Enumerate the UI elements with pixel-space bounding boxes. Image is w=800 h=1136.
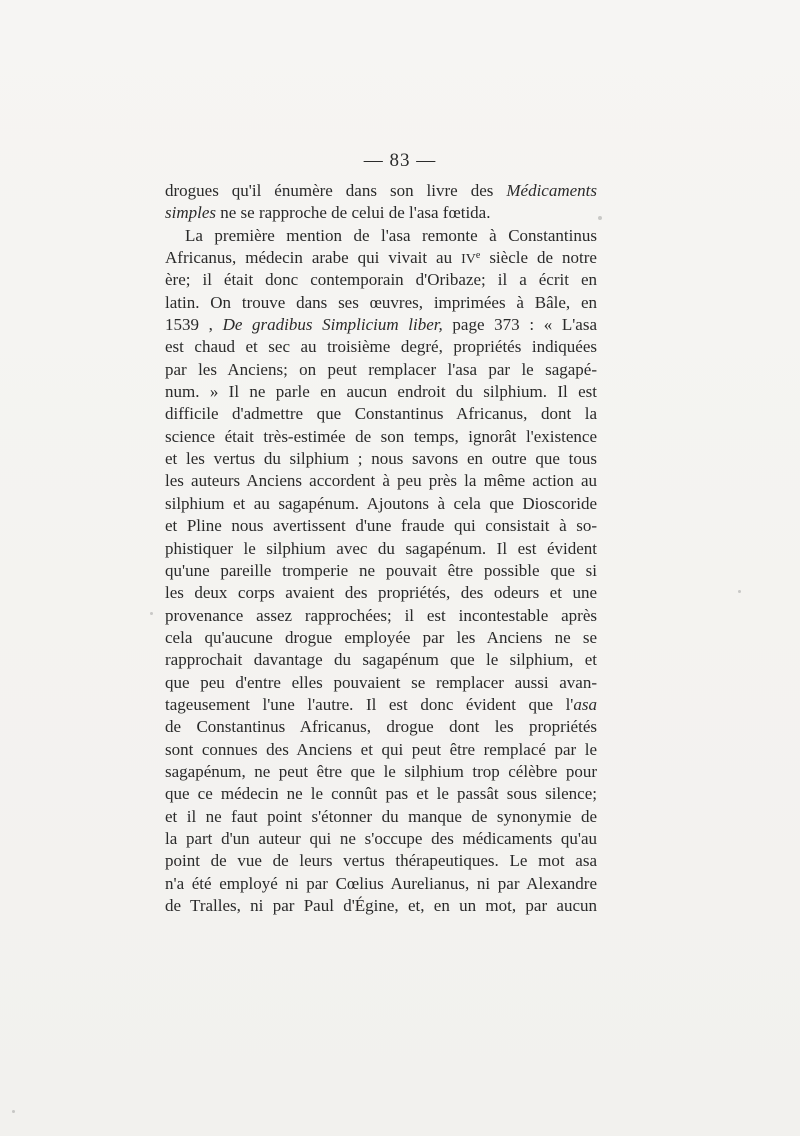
text-run: ne se rapproche de celui de l'asa fœtida. (216, 203, 491, 223)
page-number: — 83 — (363, 150, 437, 171)
ink-speck (150, 612, 153, 615)
text-run: science était très-estimée de son temps, ignorât l'existence (165, 426, 597, 446)
text-run: drogues qu'il énumère dans son livre des (165, 181, 507, 200)
text-run: Africanus, médecin arabe qui vivait au (165, 248, 462, 268)
text-line (165, 247, 597, 269)
superscript: e (475, 250, 481, 262)
text-run: ère; il était donc contemporain d'Oribaze; il a écrit en (165, 270, 597, 290)
text-run: num. » Il ne parle en aucun endroit du silphium. Il est (165, 382, 597, 402)
text-run: est chaud et sec au troisième degré, propriétés indiquées (165, 337, 597, 357)
text-line (165, 783, 597, 805)
text-run: difficile d'admettre que Constantinus Africanus, dont la (165, 404, 597, 424)
text-line (165, 873, 597, 895)
text-run: et il ne faut point s'étonner du manque de synonymie de (165, 806, 597, 826)
text-line (165, 493, 597, 515)
text-line (165, 470, 597, 492)
text-run: n'a été employé ni par Cœlius Aurelianus, ni par Alexandre (165, 873, 597, 893)
text-run: cela qu'aucune drogue employée par les Anciens ne se (165, 627, 597, 647)
text-run: par les Anciens; on peut remplacer l'asa par le sagapé- (165, 359, 597, 379)
ink-speck (598, 216, 602, 220)
italic-run: simples (165, 203, 216, 223)
text-line (165, 761, 597, 783)
text-line (165, 582, 597, 604)
text-line (165, 426, 597, 448)
text-run: que ce médecin ne le connût pas et le passât sous silence; (165, 784, 597, 804)
text-line (165, 895, 597, 917)
italic-run: Médicaments (506, 181, 597, 200)
text-line (165, 381, 597, 403)
text-run: point de vue de leurs vertus thérapeutiques. Le mot asa (165, 851, 597, 871)
text-line (165, 359, 597, 381)
text-line (165, 672, 597, 694)
century-numeral: IV (461, 252, 476, 268)
text-line (165, 828, 597, 850)
text-line (165, 627, 597, 649)
text-run: de Constantinus Africanus, drogue dont les propriétés (165, 717, 597, 737)
text-run: La première mention de l'asa remonte à Constantinus (185, 225, 597, 245)
text-run: de Tralles, ni par Paul d'Égine, et, en un mot, par aucun (165, 896, 597, 915)
text-run: sont connues des Anciens et qui peut être remplacé par le (165, 739, 597, 759)
italic-run: asa (573, 694, 597, 714)
text-line (165, 605, 597, 627)
text-line (165, 716, 597, 738)
text-run: les auteurs Anciens accordent à peu près la même action au (165, 471, 597, 491)
text-line (165, 403, 597, 425)
text-run: qu'une pareille tromperie ne pouvait être possible que si (165, 560, 597, 580)
ink-speck (738, 590, 741, 593)
text-line (165, 292, 597, 314)
text-line (165, 448, 597, 470)
italic-run: De gradibus Simplicium liber, (222, 315, 443, 335)
text-line (165, 336, 597, 358)
text-run: silphium et au sagapénum. Ajoutons à cela que Dioscoride (165, 493, 597, 513)
text-line (165, 850, 597, 872)
text-run: tageusement l'une l'autre. Il est donc évident que l' (165, 694, 574, 714)
text-run: latin. On trouve dans ses œuvres, imprimées à Bâle, en (165, 292, 597, 312)
text-run: et les vertus du silphium ; nous savons en outre que tous (165, 449, 597, 469)
text-line (165, 180, 597, 202)
text-line (165, 202, 597, 224)
body-text (165, 180, 597, 917)
text-run: phistiquer le silphium avec du sagapénum. Il est évident (165, 538, 597, 558)
text-run: 1539 , (165, 315, 223, 335)
text-run: page 373 : « L'asa (442, 315, 597, 335)
ink-speck (12, 1110, 15, 1113)
text-line (165, 806, 597, 828)
text-line (165, 269, 597, 291)
text-run: les deux corps avaient des propriétés, des odeurs et une (165, 583, 597, 603)
text-run: rapprochait davantage du sagapénum que le silphium, et (165, 650, 597, 670)
text-line (165, 314, 597, 336)
text-line (165, 538, 597, 560)
text-run: que peu d'entre elles pouvaient se remplacer aussi avan- (165, 672, 597, 692)
text-run: sagapénum, ne peut être que le silphium trop célèbre pour (165, 761, 597, 781)
text-line (165, 694, 597, 716)
text-line (165, 515, 597, 537)
text-run: provenance assez rapprochées; il est incontestable après (165, 605, 597, 625)
text-line (165, 739, 597, 761)
text-line (165, 225, 597, 247)
text-line (165, 560, 597, 582)
text-line (165, 649, 597, 671)
text-run: et Pline nous avertissent d'une fraude qui consistait à so- (165, 516, 597, 536)
text-run: la part d'un auteur qui ne s'occupe des médicaments qu'au (165, 828, 597, 848)
text-run: siècle de notre (480, 248, 597, 268)
